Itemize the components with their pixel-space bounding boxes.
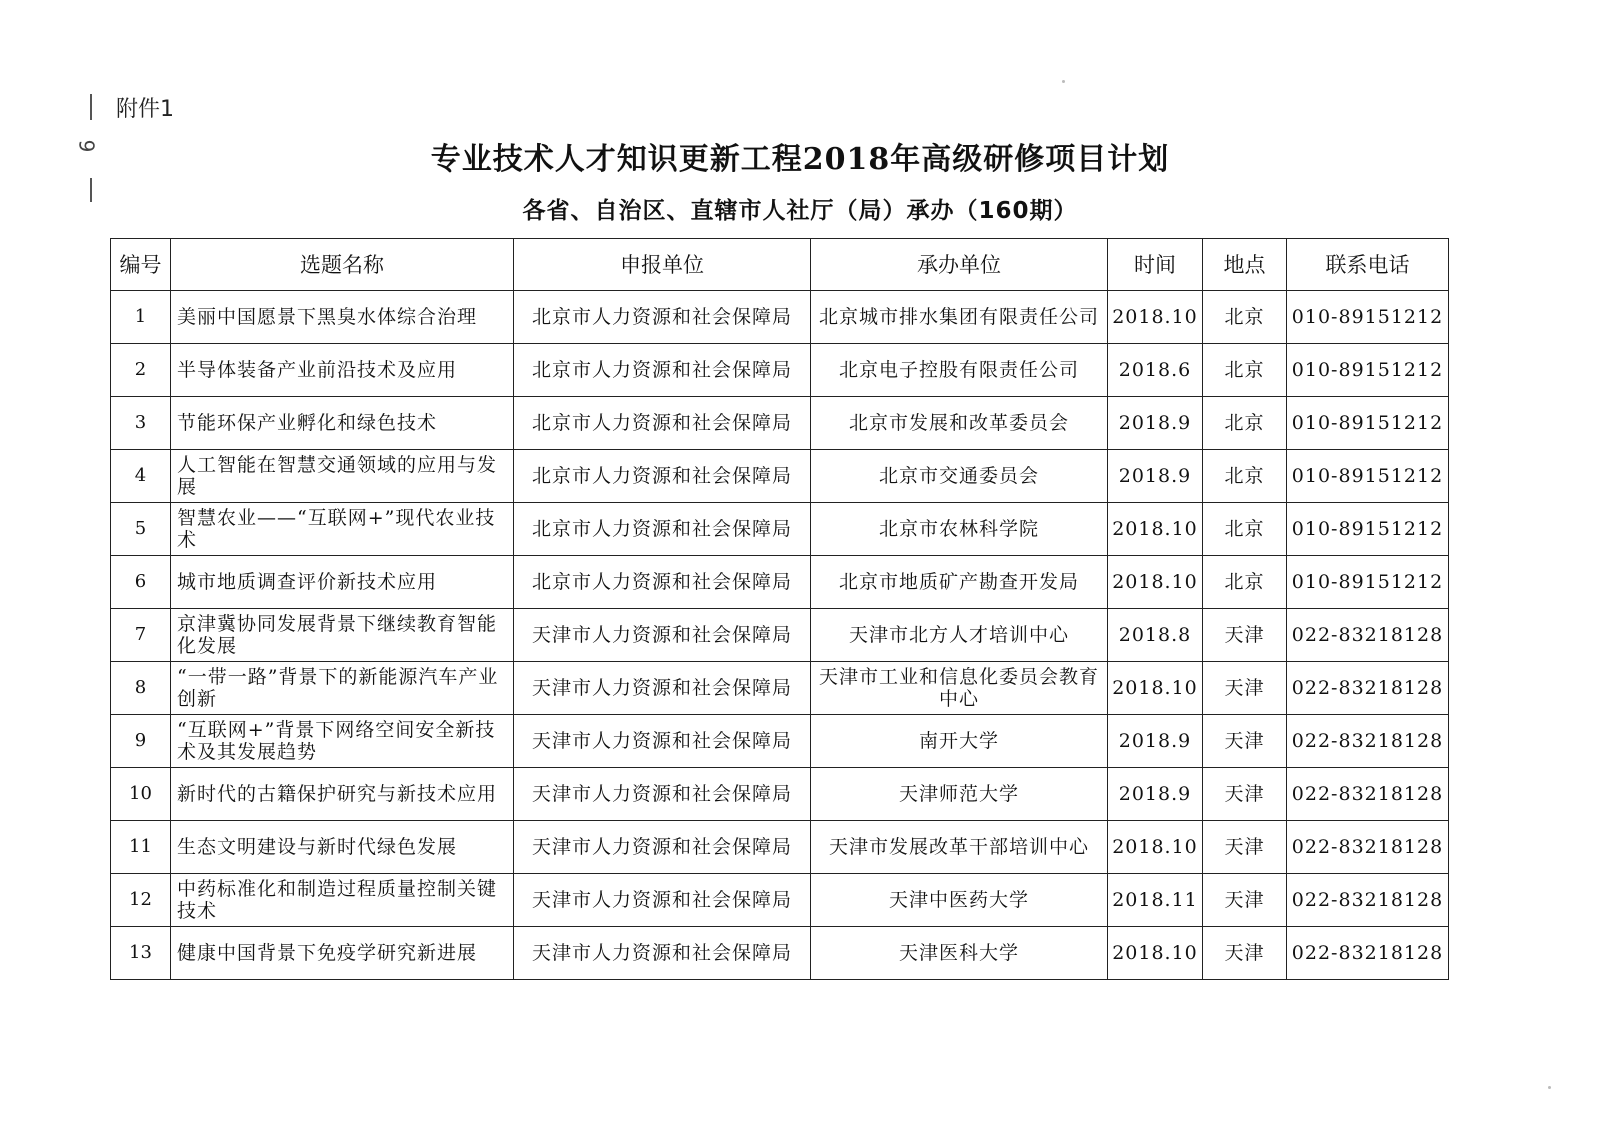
cell-time: 2018.11 [1108, 874, 1203, 927]
table-row [111, 556, 1449, 609]
cell-host: 北京市发展和改革委员会 [811, 397, 1108, 450]
table-row [111, 344, 1449, 397]
cell-time: 2018.10 [1108, 662, 1203, 715]
cell-time: 2018.10 [1108, 821, 1203, 874]
cell-applicant: 北京市人力资源和社会保障局 [514, 503, 811, 556]
cell-number: 9 [111, 715, 171, 768]
cell-time: 2018.10 [1108, 291, 1203, 344]
table-header-row [111, 239, 1449, 291]
header-place: 地点 [1203, 239, 1287, 291]
cell-applicant: 天津市人力资源和社会保障局 [514, 874, 811, 927]
cell-phone: 022-83218128 [1287, 927, 1449, 980]
cell-number: 7 [111, 609, 171, 662]
cell-place: 天津 [1203, 609, 1287, 662]
document-subtitle: 各省、自治区、直辖市人社厅（局）承办（160期） [522, 198, 1078, 224]
cell-topic: 城市地质调查评价新技术应用 [171, 556, 514, 609]
cell-phone: 022-83218128 [1287, 768, 1449, 821]
cell-host: 天津医科大学 [811, 927, 1108, 980]
cell-applicant: 北京市人力资源和社会保障局 [514, 556, 811, 609]
cell-topic: 节能环保产业孵化和绿色技术 [171, 397, 514, 450]
cell-topic: 半导体装备产业前沿技术及应用 [171, 344, 514, 397]
cell-phone: 010-89151212 [1287, 291, 1449, 344]
cell-place: 北京 [1203, 503, 1287, 556]
cell-number: 4 [111, 450, 171, 503]
cell-phone: 022-83218128 [1287, 609, 1449, 662]
cell-number: 12 [111, 874, 171, 927]
cell-host: 天津中医药大学 [811, 874, 1108, 927]
table-row [111, 609, 1449, 662]
cell-phone: 022-83218128 [1287, 874, 1449, 927]
cell-topic: 新时代的古籍保护研究与新技术应用 [171, 768, 514, 821]
cell-number: 8 [111, 662, 171, 715]
cell-topic: “一带一路”背景下的新能源汽车产业创新 [171, 662, 514, 715]
cell-topic: “互联网+”背景下网络空间安全新技术及其发展趋势 [171, 715, 514, 768]
cell-place: 天津 [1203, 821, 1287, 874]
cell-topic: 健康中国背景下免疫学研究新进展 [171, 927, 514, 980]
cell-topic: 人工智能在智慧交通领域的应用与发展 [171, 450, 514, 503]
cell-phone: 022-83218128 [1287, 662, 1449, 715]
table-row [111, 768, 1449, 821]
cell-host: 北京市农林科学院 [811, 503, 1108, 556]
header-time: 时间 [1108, 239, 1203, 291]
cell-host: 天津市发展改革干部培训中心 [811, 821, 1108, 874]
margin-line-top [90, 94, 92, 120]
project-plan-table [110, 238, 1449, 980]
table-row [111, 450, 1449, 503]
cell-number: 10 [111, 768, 171, 821]
header-phone: 联系电话 [1287, 239, 1449, 291]
cell-time: 2018.9 [1108, 768, 1203, 821]
cell-host: 北京市地质矿产勘查开发局 [811, 556, 1108, 609]
cell-time: 2018.9 [1108, 397, 1203, 450]
cell-place: 天津 [1203, 768, 1287, 821]
cell-time: 2018.10 [1108, 503, 1203, 556]
cell-applicant: 北京市人力资源和社会保障局 [514, 291, 811, 344]
cell-time: 2018.6 [1108, 344, 1203, 397]
cell-number: 13 [111, 927, 171, 980]
page-number: 9 [74, 139, 99, 153]
cell-host: 北京电子控股有限责任公司 [811, 344, 1108, 397]
cell-host: 北京城市排水集团有限责任公司 [811, 291, 1108, 344]
cell-time: 2018.8 [1108, 609, 1203, 662]
cell-place: 北京 [1203, 556, 1287, 609]
cell-applicant: 北京市人力资源和社会保障局 [514, 450, 811, 503]
scan-speck [1548, 1086, 1551, 1089]
table-row [111, 397, 1449, 450]
cell-phone: 010-89151212 [1287, 556, 1449, 609]
cell-place: 天津 [1203, 662, 1287, 715]
table-row [111, 715, 1449, 768]
cell-time: 2018.10 [1108, 556, 1203, 609]
cell-host: 天津市工业和信息化委员会教育中心 [811, 662, 1108, 715]
cell-place: 北京 [1203, 450, 1287, 503]
cell-applicant: 天津市人力资源和社会保障局 [514, 768, 811, 821]
header-host: 承办单位 [811, 239, 1108, 291]
cell-phone: 010-89151212 [1287, 450, 1449, 503]
header-number: 编号 [111, 239, 171, 291]
cell-number: 6 [111, 556, 171, 609]
table-row [111, 662, 1449, 715]
header-applicant: 申报单位 [514, 239, 811, 291]
cell-phone: 010-89151212 [1287, 397, 1449, 450]
cell-host: 北京市交通委员会 [811, 450, 1108, 503]
cell-number: 3 [111, 397, 171, 450]
cell-host: 南开大学 [811, 715, 1108, 768]
cell-phone: 022-83218128 [1287, 715, 1449, 768]
attachment-label: 附件1 [116, 97, 174, 122]
cell-place: 北京 [1203, 397, 1287, 450]
cell-applicant: 北京市人力资源和社会保障局 [514, 397, 811, 450]
cell-host: 天津师范大学 [811, 768, 1108, 821]
cell-topic: 美丽中国愿景下黑臭水体综合治理 [171, 291, 514, 344]
scan-speck [1062, 80, 1065, 83]
table-row [111, 503, 1449, 556]
cell-place: 北京 [1203, 344, 1287, 397]
cell-place: 北京 [1203, 291, 1287, 344]
cell-number: 5 [111, 503, 171, 556]
cell-applicant: 天津市人力资源和社会保障局 [514, 609, 811, 662]
cell-time: 2018.9 [1108, 450, 1203, 503]
cell-topic: 中药标准化和制造过程质量控制关键技术 [171, 874, 514, 927]
cell-host: 天津市北方人才培训中心 [811, 609, 1108, 662]
cell-time: 2018.10 [1108, 927, 1203, 980]
table-row [111, 291, 1449, 344]
cell-applicant: 北京市人力资源和社会保障局 [514, 344, 811, 397]
cell-applicant: 天津市人力资源和社会保障局 [514, 927, 811, 980]
cell-applicant: 天津市人力资源和社会保障局 [514, 715, 811, 768]
cell-phone: 010-89151212 [1287, 344, 1449, 397]
cell-phone: 010-89151212 [1287, 503, 1449, 556]
table-row [111, 821, 1449, 874]
cell-time: 2018.9 [1108, 715, 1203, 768]
table-row [111, 874, 1449, 927]
header-topic: 选题名称 [171, 239, 514, 291]
cell-place: 天津 [1203, 715, 1287, 768]
cell-number: 11 [111, 821, 171, 874]
cell-number: 2 [111, 344, 171, 397]
document-title: 专业技术人才知识更新工程2018年高级研修项目计划 [430, 142, 1170, 177]
cell-topic: 京津冀协同发展背景下继续教育智能化发展 [171, 609, 514, 662]
cell-number: 1 [111, 291, 171, 344]
cell-topic: 智慧农业——“互联网+”现代农业技术 [171, 503, 514, 556]
cell-phone: 022-83218128 [1287, 821, 1449, 874]
cell-place: 天津 [1203, 874, 1287, 927]
cell-applicant: 天津市人力资源和社会保障局 [514, 821, 811, 874]
cell-topic: 生态文明建设与新时代绿色发展 [171, 821, 514, 874]
cell-place: 天津 [1203, 927, 1287, 980]
table-row [111, 927, 1449, 980]
cell-applicant: 天津市人力资源和社会保障局 [514, 662, 811, 715]
